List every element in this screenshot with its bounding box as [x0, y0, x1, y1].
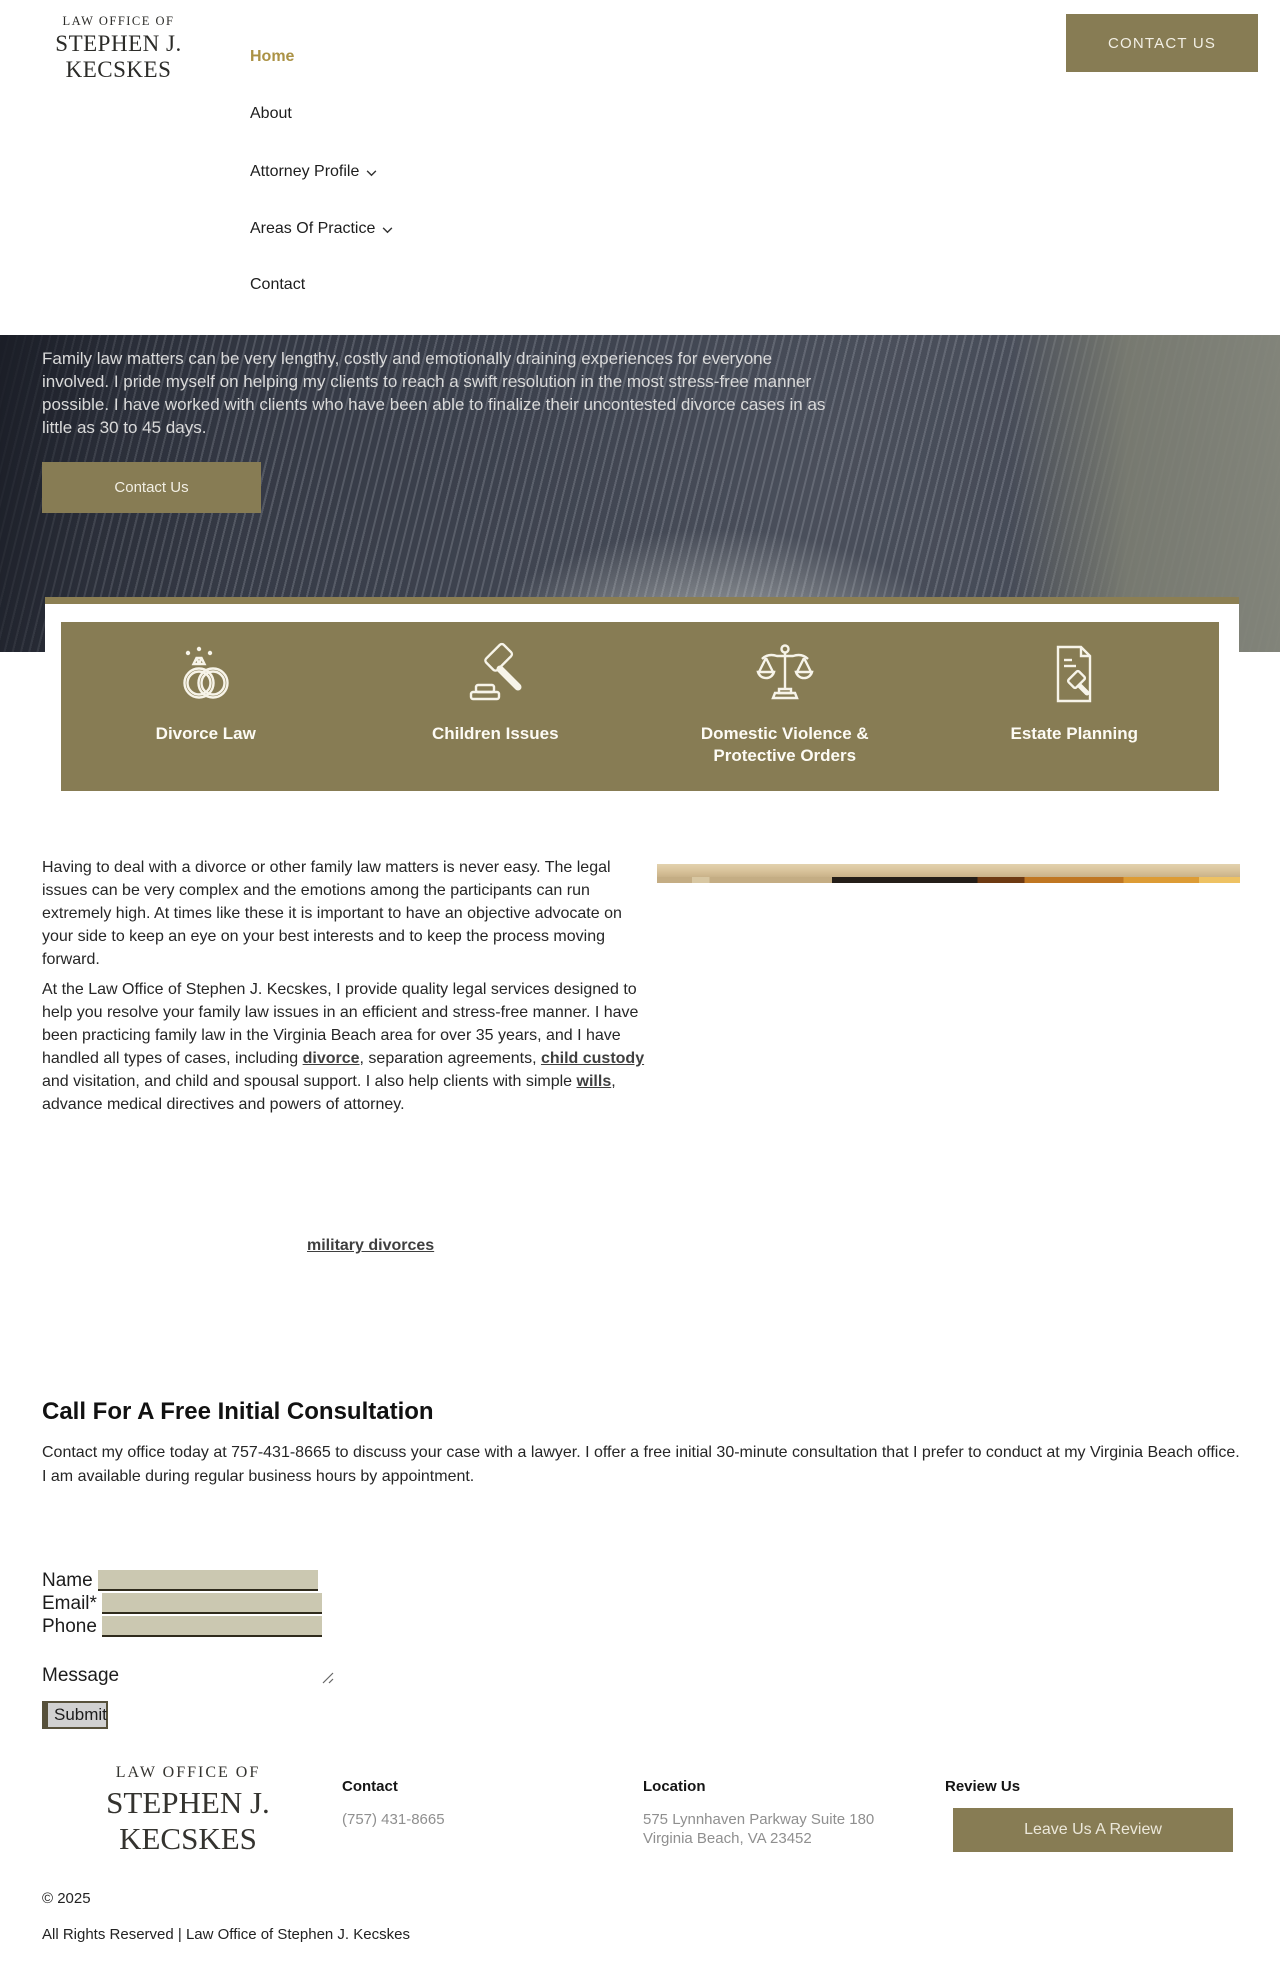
- service-children-issues[interactable]: [351, 622, 641, 791]
- about-paragraph-1: Having to deal with a divorce or other family law matters is never easy. The legal issues can be very complex and the emotions among the participants can run extremely high. At times like these it is important to have an objective advocate on your side to keep an eye on your best interests and to keep the process moving forward.: [42, 859, 622, 968]
- logo-tagline: LAW OFFICE OF: [62, 14, 175, 28]
- scales-of-justice-icon: [753, 642, 817, 711]
- nav-item-contact[interactable]: [250, 276, 305, 294]
- nav-item-home[interactable]: [250, 48, 294, 66]
- service-estate-planning[interactable]: [930, 622, 1220, 791]
- email-input[interactable]: [102, 1593, 322, 1614]
- footer-logo-name: STEPHEN J. KECSKES: [106, 1785, 270, 1856]
- hero-paragraph: Family law matters can be very lengthy, costly and emotionally draining experiences for everyone involved. I pride myself on helping my clients to reach a swift resolution in the most stress-free manner possible. I have worked with clients who have been able to finalize their uncontested divorce cases in as little as 30 to 45 days.: [42, 349, 826, 437]
- service-label: Domestic Violence & Protective Orders: [700, 724, 869, 765]
- footer-address: [643, 1810, 874, 1848]
- leave-review-button[interactable]: [953, 1808, 1233, 1852]
- form-row-email: [42, 1592, 322, 1615]
- about-paragraph-2: [42, 978, 648, 1116]
- contact-us-hero-label: Contact Us: [114, 479, 189, 496]
- chevron-down-icon: [366, 164, 377, 182]
- form-row-phone: [42, 1615, 322, 1638]
- contact-us-hero-button[interactable]: [42, 462, 261, 513]
- photo-strip-bottom: [657, 877, 1240, 883]
- footer-location-heading: Location: [643, 1778, 706, 1795]
- nav-item-about[interactable]: [250, 105, 292, 123]
- about-p2-text-1: At the Law Office of Stephen J. Kecskes, I provide quality legal services designed to help you resolve your family law issues in an efficient and stress-free manner. I have been practicing family law in the Virginia Beach area for over 35 years, and I have handled all types of cases, including: [42, 981, 639, 1067]
- divorce-link[interactable]: divorce: [302, 1050, 360, 1067]
- consultation-paragraph: Contact my office today at 757-431-8665 to discuss your case with a lawyer. I offer a free initial 30-minute consultation that I prefer to conduct at my Virginia Beach office. I am available during regular business hours by appointment.: [42, 1444, 1240, 1485]
- about-p2-text-3: and visitation, and child and spousal support. I also help clients with simple: [42, 1073, 577, 1090]
- message-label: Message: [42, 1665, 120, 1686]
- wedding-rings-icon: [174, 642, 238, 711]
- nav-about-label: About: [250, 105, 292, 122]
- about-p2-text-2: , separation agreements,: [359, 1050, 541, 1067]
- copyright-text: © 2025: [42, 1890, 91, 1907]
- contact-us-header-button[interactable]: [1066, 14, 1258, 72]
- contact-us-header-label: CONTACT US: [1107, 34, 1217, 52]
- footer-contact-heading: Contact: [342, 1778, 398, 1795]
- message-textarea[interactable]: [88, 1648, 338, 1690]
- about-p2-text-4: , advance medical directives and powers of attorney.: [42, 1073, 616, 1113]
- photo-strip-top: [657, 864, 1240, 877]
- phone-input[interactable]: [102, 1616, 322, 1637]
- leave-review-label: Leave Us A Review: [1024, 1821, 1162, 1838]
- footer-review-heading: Review Us: [945, 1778, 1021, 1795]
- child-custody-link[interactable]: child custody: [540, 1050, 645, 1067]
- logo-name: STEPHEN J. KECSKES: [55, 31, 182, 82]
- footer-logo[interactable]: [36, 1764, 340, 1857]
- nav-item-attorney-profile[interactable]: [250, 162, 377, 182]
- chevron-down-icon: [382, 221, 393, 239]
- wills-link[interactable]: wills: [576, 1073, 612, 1090]
- name-input[interactable]: [98, 1570, 318, 1591]
- service-label: Divorce Law: [155, 724, 256, 743]
- estate-document-icon: [1042, 642, 1106, 711]
- nav-areas-of-practice-label: Areas Of Practice: [250, 220, 376, 237]
- service-domestic-violence[interactable]: [640, 622, 930, 791]
- footer-phone: (757) 431-8665: [342, 1811, 445, 1828]
- phone-label: Phone: [42, 1615, 97, 1637]
- consultation-heading: Call For A Free Initial Consultation: [42, 1398, 434, 1425]
- military-divorces-link[interactable]: military divorces: [307, 1237, 435, 1254]
- office-desk-photo: [657, 864, 1240, 883]
- rights-text: All Rights Reserved | Law Office of Stephen J. Kecskes: [42, 1926, 410, 1943]
- site-logo[interactable]: [13, 14, 224, 83]
- email-label: Email*: [42, 1592, 97, 1614]
- nav-attorney-profile-label: Attorney Profile: [250, 163, 360, 180]
- practice-areas-band: [61, 622, 1219, 791]
- nav-contact-label: Contact: [250, 276, 306, 293]
- service-divorce-law[interactable]: [61, 622, 351, 791]
- footer-logo-tagline: LAW OFFICE OF: [115, 1764, 261, 1781]
- submit-button[interactable]: Submit: [42, 1701, 108, 1729]
- footer-address-line1: 575 Lynnhaven Parkway Suite 180: [643, 1811, 875, 1828]
- military-divorces-link-row: [307, 1237, 434, 1255]
- service-label: Estate Planning: [1010, 724, 1139, 743]
- nav-home-label: Home: [250, 48, 295, 65]
- name-label: Name: [42, 1569, 93, 1591]
- gavel-icon: [463, 642, 527, 711]
- textarea-resize-handle[interactable]: [321, 1671, 334, 1689]
- footer-address-line2: Virginia Beach, VA 23452: [643, 1830, 812, 1847]
- service-label: Children Issues: [431, 724, 559, 743]
- form-row-name: [42, 1569, 318, 1592]
- hero-photo-background: [0, 335, 1280, 652]
- nav-item-areas-of-practice[interactable]: [250, 219, 393, 239]
